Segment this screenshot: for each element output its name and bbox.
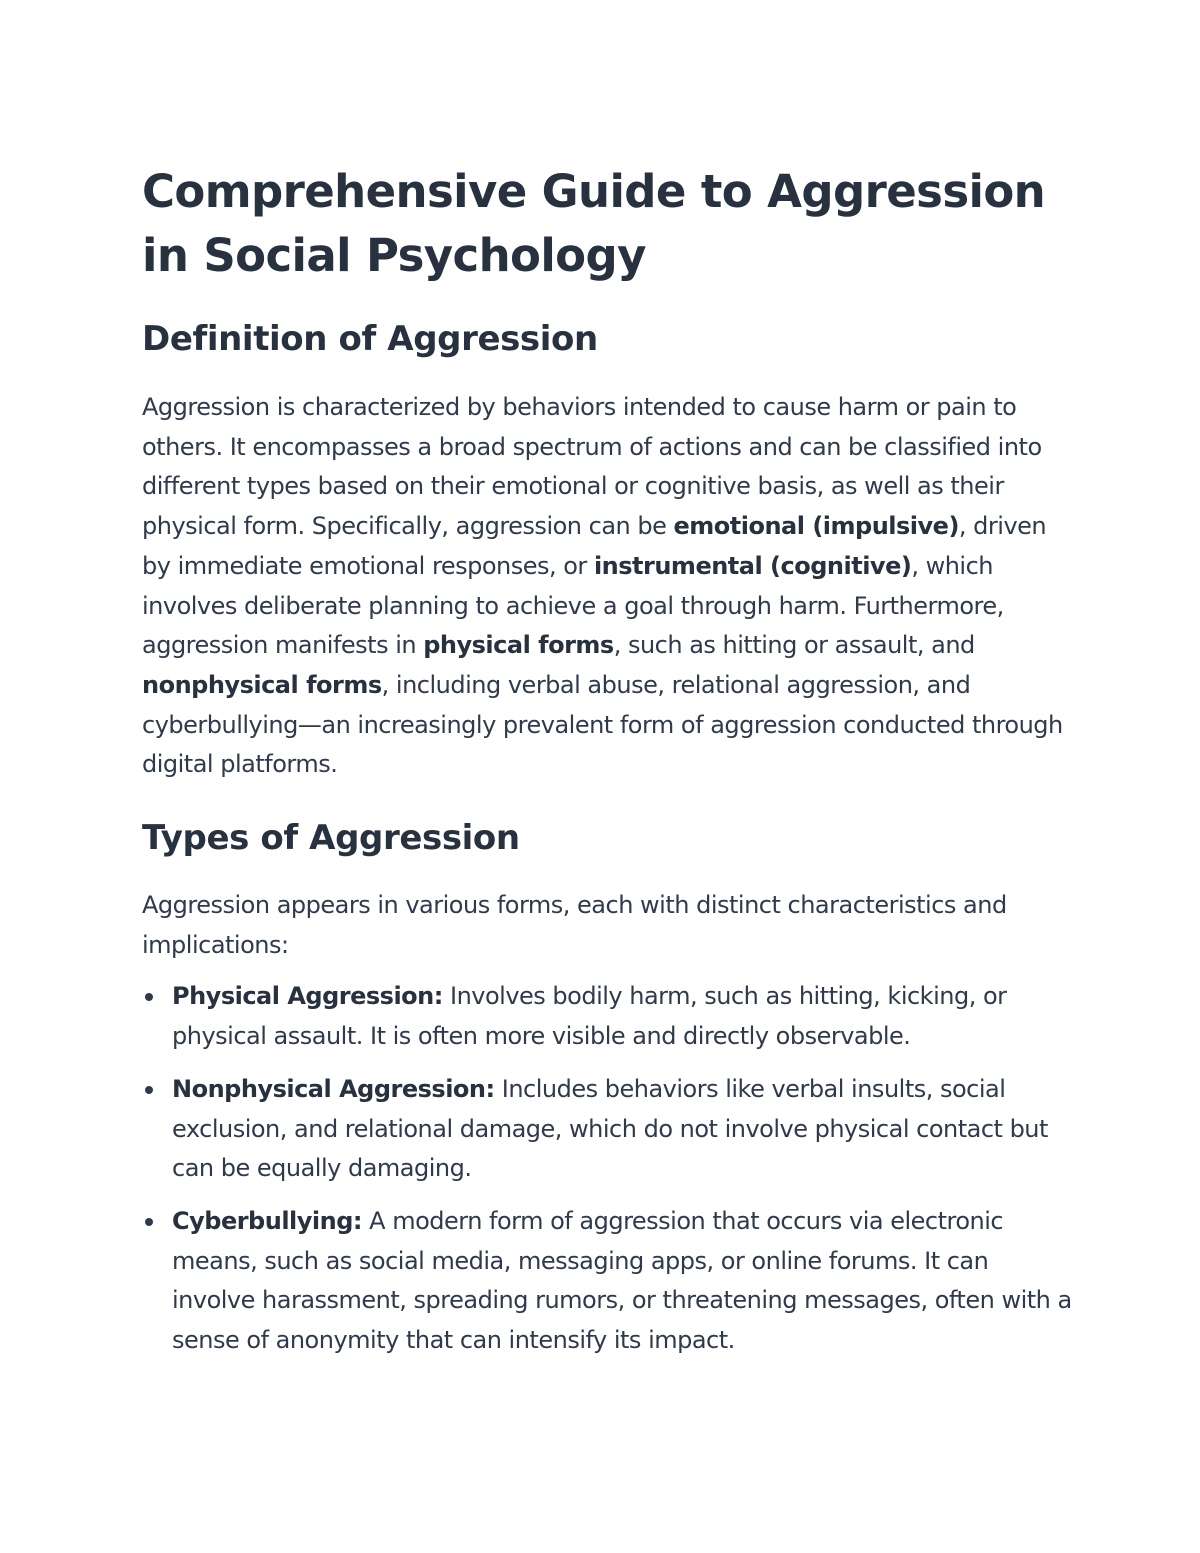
definition-text-3: , which involves deliberate planning to achieve a goal through harm. Furthermore, aggression manifests in <box>142 551 1004 660</box>
term-nonphysical-forms: nonphysical forms <box>142 670 382 699</box>
bullet-icon <box>145 1218 153 1226</box>
types-list <box>142 977 1072 1360</box>
list-item-cyberbullying <box>142 1202 1072 1361</box>
types-heading: Types of Aggression <box>142 818 520 859</box>
term-instrumental: instrumental (cognitive) <box>593 551 912 580</box>
list-item-term: Physical Aggression: <box>172 982 443 1011</box>
definition-text-5: , including verbal abuse, relational aggression, and cyberbullying—an increasingly prevalent form of aggression conducted through digital platforms. <box>142 670 1063 779</box>
definition-heading: Definition of Aggression <box>142 319 598 359</box>
bullet-icon <box>145 1086 153 1094</box>
list-item-text: Involves bodily harm, such as hitting, kicking, or physical assault. It is often more visible and directly observable. <box>172 982 1007 1051</box>
bullet-icon <box>145 993 153 1001</box>
types-intro: Aggression appears in various forms, each with distinct characteristics and implications: <box>142 891 1007 959</box>
definition-text-4: , such as hitting or assault, and <box>613 631 975 660</box>
document-page <box>142 160 1072 1374</box>
definition-paragraph <box>142 388 1072 785</box>
term-emotional: emotional (impulsive) <box>673 512 959 541</box>
definition-text-2: , driven by immediate emotional responses, or <box>142 512 1047 580</box>
list-item-nonphysical-aggression <box>142 1070 1072 1189</box>
list-item-physical-aggression <box>142 977 1072 1056</box>
term-physical-forms: physical forms <box>423 631 614 660</box>
definition-text-1: Aggression is characterized by behaviors intended to cause harm or pain to others. It encompasses a broad spectrum of actions and can be classified into different types based on their emotional or cognitive basis, as well as their physical form. Specifically, aggression can be <box>142 393 1042 541</box>
list-item-text: A modern form of aggression that occurs via electronic means, such as social media, messaging apps, or online forums. It can involve harassment, spreading rumors, or threatening messages, often with a sense of anonymity that can intensify its impact. <box>172 1206 1072 1355</box>
list-item-term: Nonphysical Aggression: <box>172 1074 495 1103</box>
list-item-text: Includes behaviors like verbal insults, social exclusion, and relational damage, which do not involve physical contact but can be equally damaging. <box>172 1074 1048 1183</box>
page-title: Comprehensive Guide to Aggression in Social Psychology <box>142 165 1046 282</box>
list-item-term: Cyberbullying: <box>172 1206 363 1235</box>
